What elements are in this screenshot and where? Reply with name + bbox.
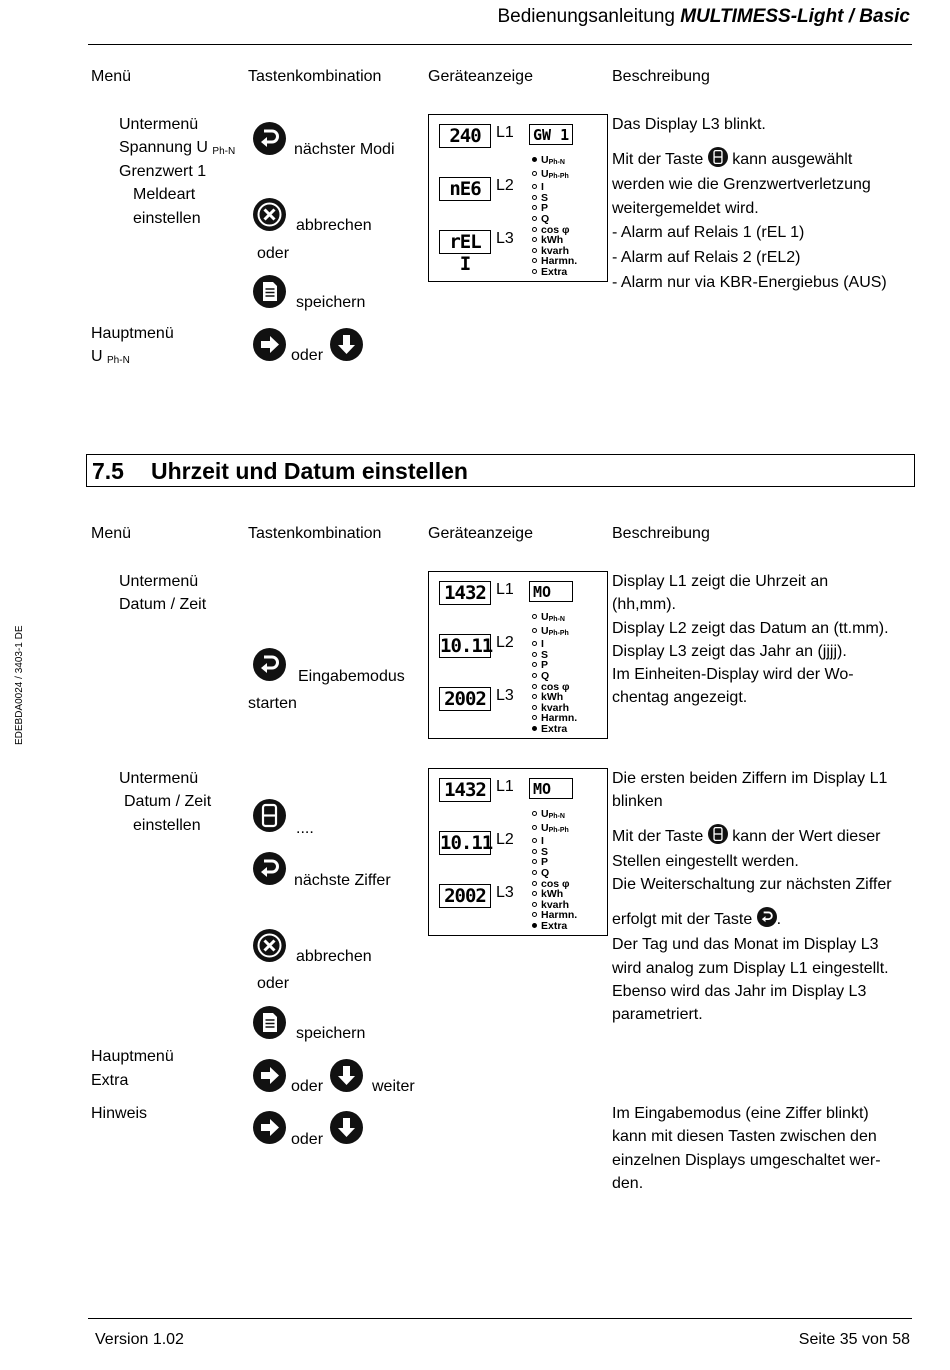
col-keys: Tastenkombination [248,68,382,85]
unit-item: $U_{Ph-Ph}$ [532,823,577,837]
b1-main-or: oder [291,347,324,364]
b3-display-l2: 10.11 [440,832,493,854]
b1-menu-line-3: Grenzwert 1 [119,163,207,180]
hint-desc-1: Im Eingabemodus (eine Ziffer blinkt) [612,1105,869,1122]
hint-desc-2: kann mit diesen Tasten zwischen den [612,1128,877,1145]
b3-main-next: weiter [372,1078,415,1095]
enter-key-icon [757,907,777,927]
b3-key2-label: nächste Ziffer [294,872,391,889]
b3-main-line-1: Hauptmenü [91,1048,174,1065]
b2-desc-1: Display L1 zeigt die Uhrzeit an [612,573,829,590]
b2-label-l3: L3 [496,687,514,704]
hint-or: oder [291,1131,324,1148]
b1-main-line-1: Hauptmenü [91,325,174,342]
footer-page: Seite 35 von 58 [798,1331,910,1348]
right-button-3[interactable] [253,1111,286,1144]
unit-item: I [532,182,577,193]
unit-item: kvarh [532,703,577,714]
b1-display-l2: nE6 [439,177,491,201]
unit-item: P [532,203,577,214]
unit-indicator [532,628,537,633]
b1-label-l2: L2 [496,177,514,194]
b2-unit-list [532,612,577,735]
unit-indicator [532,227,537,232]
b3-desc-8: wird analog zum Display L1 eingestellt. [612,960,889,977]
arrow-down-icon [330,328,363,361]
unit-indicator [532,205,537,210]
col-keys-2: Tastenkombination [248,525,382,542]
b3-key1-label: .... [296,820,314,837]
unit-item: $U_{Ph-Ph}$ [532,169,577,183]
b3-desc-5: Die Weiterschaltung zur nächsten Ziffer [612,876,892,893]
unit-item: I [532,639,577,650]
unit-indicator [532,825,537,830]
save-button[interactable] [253,275,286,308]
unit-item: Extra [532,921,577,932]
b1-desc-1: Das Display L3 blinkt. [612,116,766,133]
enter-button[interactable] [253,122,286,155]
save-document-icon [253,1006,286,1039]
header-rule [88,44,912,45]
hint-desc-4: den. [612,1175,644,1192]
unit-item: $U_{Ph-N}$ [532,809,577,823]
unit-indicator [532,269,537,274]
unit-item: P [532,660,577,671]
enter-button-start[interactable] [253,648,286,681]
enter-icon [253,852,286,885]
unit-indicator [532,662,537,667]
unit-indicator [532,171,537,176]
unit-indicator-active [532,923,537,928]
save-document-icon [253,275,286,308]
footer-version: Version 1.02 [95,1331,184,1348]
b1-menu-line-4: Meldeart [133,186,196,203]
b2-desc-6: chentag angezeigt. [612,689,748,706]
b3-desc-4: Stellen eingestellt werden. [612,853,799,870]
down-button-3[interactable] [330,1111,363,1144]
unit-indicator [532,641,537,646]
b1-display-l3: rEL I [439,230,491,254]
b3-device-display [428,768,608,936]
b3-key4-label: speichern [296,1025,366,1042]
unit-indicator-active [532,726,537,731]
b3-menu-line-1: Untermenü [119,770,199,787]
b2-display-l2: 10.11 [440,635,493,657]
footer-rule [88,1318,912,1319]
b2-display-l3: 2002 [439,687,491,711]
b3-menu-line-3: einstellen [133,817,201,834]
b3-display-l1: 1432 [439,778,491,802]
b3-label-l2: L2 [496,831,514,848]
unit-indicator [532,237,537,242]
b1-desc-6: - Alarm auf Relais 2 (rEL2) [612,249,801,266]
b1-key1-label: nächster Modi [294,141,395,158]
unit-item: Harmn. [532,910,577,921]
unit-indicator [532,870,537,875]
unit-item: S [532,650,577,661]
unit-item: kWh [532,889,577,900]
cancel-x-icon [253,198,286,231]
unit-indicator [532,673,537,678]
down-button[interactable] [330,328,363,361]
b1-desc-2: Mit der Taste kann ausgewählt [612,147,852,172]
b1-menu-line-5: einstellen [133,210,201,227]
col-desc-2: Beschreibung [612,525,710,542]
arrow-down-icon [330,1059,363,1092]
b3-desc-6: erfolgt mit der Taste . [612,907,781,932]
b1-menu-line-1: Untermenü [119,116,199,133]
b1-label-l3: L3 [496,230,514,247]
page-header [497,6,910,28]
b3-menu-line-2: Datum / Zeit [124,793,212,810]
save-button-2[interactable] [253,1006,286,1039]
eight-digit-icon [253,799,286,832]
b2-desc-4: Display L3 zeigt das Jahr an (jjjj). [612,643,847,660]
b1-label-l1: L1 [496,124,514,141]
right-button-2[interactable] [253,1059,286,1092]
header-prefix: Bedienungsanleitung [497,6,681,27]
arrow-right-icon [253,328,286,361]
b3-label-l3: L3 [496,884,514,901]
unit-indicator [532,694,537,699]
unit-indicator [532,684,537,689]
cancel-button-2[interactable] [253,929,286,962]
b3-unit-display: MO [529,778,573,799]
b2-label-l1: L1 [496,581,514,598]
unit-indicator [532,912,537,917]
unit-item: cos φ [532,682,577,693]
unit-indicator [532,195,537,200]
b1-menu-line-2: Spannung U $_{Ph-N}$ [119,139,236,157]
b1-desc-4: weitergemeldet wird. [612,200,759,217]
unit-item: Harmn. [532,256,577,267]
unit-item: Q [532,214,577,225]
unit-item: cos φ [532,225,577,236]
b1-or: oder [257,245,290,262]
enter-icon [253,122,286,155]
right-button[interactable] [253,328,286,361]
unit-indicator [532,811,537,816]
b3-main-line-2: Extra [91,1072,129,1089]
hint-desc-3: einzelnen Displays umgeschaltet wer- [612,1152,881,1169]
b2-menu-line-2: Datum / Zeit [119,596,207,613]
unit-item: kvarh [532,246,577,257]
b1-desc-5: - Alarm auf Relais 1 (rEL 1) [612,224,805,241]
b2-display-l1: 1432 [439,581,491,605]
b1-desc-3: werden wie die Grenzwertverletzung [612,176,871,193]
b3-display-l3: 2002 [439,884,491,908]
b1-unit-display: GW 1 [529,124,573,145]
unit-indicator [532,902,537,907]
unit-indicator [532,859,537,864]
b2-desc-3: Display L2 zeigt das Datum an (tt.mm). [612,620,889,637]
b1-key2-label: abbrechen [296,217,372,234]
b2-menu-line-1: Untermenü [119,573,199,590]
unit-indicator [532,248,537,253]
down-button-2[interactable] [330,1059,363,1092]
unit-item: cos φ [532,879,577,890]
enter-button-next[interactable] [253,852,286,885]
unit-item: S [532,847,577,858]
b3-desc-2: blinken [612,793,663,810]
cancel-x-icon [253,929,286,962]
unit-indicator [532,614,537,619]
unit-item: Q [532,868,577,879]
unit-indicator [532,216,537,221]
b3-desc-9: Ebenso wird das Jahr im Display L3 [612,983,867,1000]
unit-indicator [532,652,537,657]
unit-item: kWh [532,692,577,703]
eight-button[interactable] [253,799,286,832]
b1-main-line-2: U $_{Ph-N}$ [91,348,130,366]
b1-key3-label: speichern [296,294,366,311]
unit-item: $U_{Ph-N}$ [532,155,577,169]
arrow-right-icon [253,1059,286,1092]
b2-label-l2: L2 [496,634,514,651]
b3-desc-10: parametriert. [612,1006,703,1023]
b2-key1-label: Eingabemodus [298,668,405,685]
unit-item: $U_{Ph-Ph}$ [532,626,577,640]
unit-item: kvarh [532,900,577,911]
b3-main-or: oder [291,1078,324,1095]
section-heading-box [86,454,915,487]
arrow-down-icon [330,1111,363,1144]
unit-indicator [532,705,537,710]
unit-indicator [532,849,537,854]
unit-indicator [532,715,537,720]
b2-desc-2: (hh,mm). [612,596,676,613]
unit-indicator [532,881,537,886]
eight-key-icon [708,824,728,844]
b1-device-display [428,114,608,282]
unit-item: $U_{Ph-N}$ [532,612,577,626]
b3-label-l1: L1 [496,778,514,795]
b3-unit-list [532,809,577,932]
b3-desc-1: Die ersten beiden Ziffern im Display L1 [612,770,888,787]
b2-key1-label-2: starten [248,695,297,712]
section-title: 7.5 Uhrzeit und Datum einstellen [92,458,468,484]
unit-item: S [532,193,577,204]
col-menu: Menü [91,68,132,85]
b3-or: oder [257,975,290,992]
b2-desc-5: Im Einheiten-Display wird der Wo- [612,666,854,683]
unit-indicator-active [532,157,537,162]
side-document-id: EDEBDA0024 / 3403-1 DE [14,625,25,745]
unit-indicator [532,184,537,189]
col-menu-2: Menü [91,525,132,542]
b1-display-l1: 240 [439,124,491,148]
unit-item: I [532,836,577,847]
unit-item: Harmn. [532,713,577,724]
arrow-right-icon [253,1111,286,1144]
unit-item: kWh [532,235,577,246]
col-display: Geräteanzeige [428,68,533,85]
b2-device-display [428,571,608,739]
col-desc: Beschreibung [612,68,710,85]
cancel-button[interactable] [253,198,286,231]
unit-item: P [532,857,577,868]
b2-unit-display: MO [529,581,573,602]
header-product: MULTIMESS-Light / Basic [680,6,910,27]
b1-unit-list [532,155,577,278]
unit-item: Extra [532,724,577,735]
col-display-2: Geräteanzeige [428,525,533,542]
b1-desc-7: - Alarm nur via KBR-Energiebus (AUS) [612,274,887,291]
unit-indicator [532,891,537,896]
b3-desc-3: Mit der Taste kann der Wert dieser [612,824,880,849]
eight-key-icon [708,147,728,167]
enter-icon [253,648,286,681]
unit-indicator [532,838,537,843]
b3-key3-label: abbrechen [296,948,372,965]
b3-desc-7: Der Tag und das Monat im Display L3 [612,936,879,953]
unit-indicator [532,258,537,263]
unit-item: Q [532,671,577,682]
unit-item: Extra [532,267,577,278]
hint-label: Hinweis [91,1105,148,1122]
